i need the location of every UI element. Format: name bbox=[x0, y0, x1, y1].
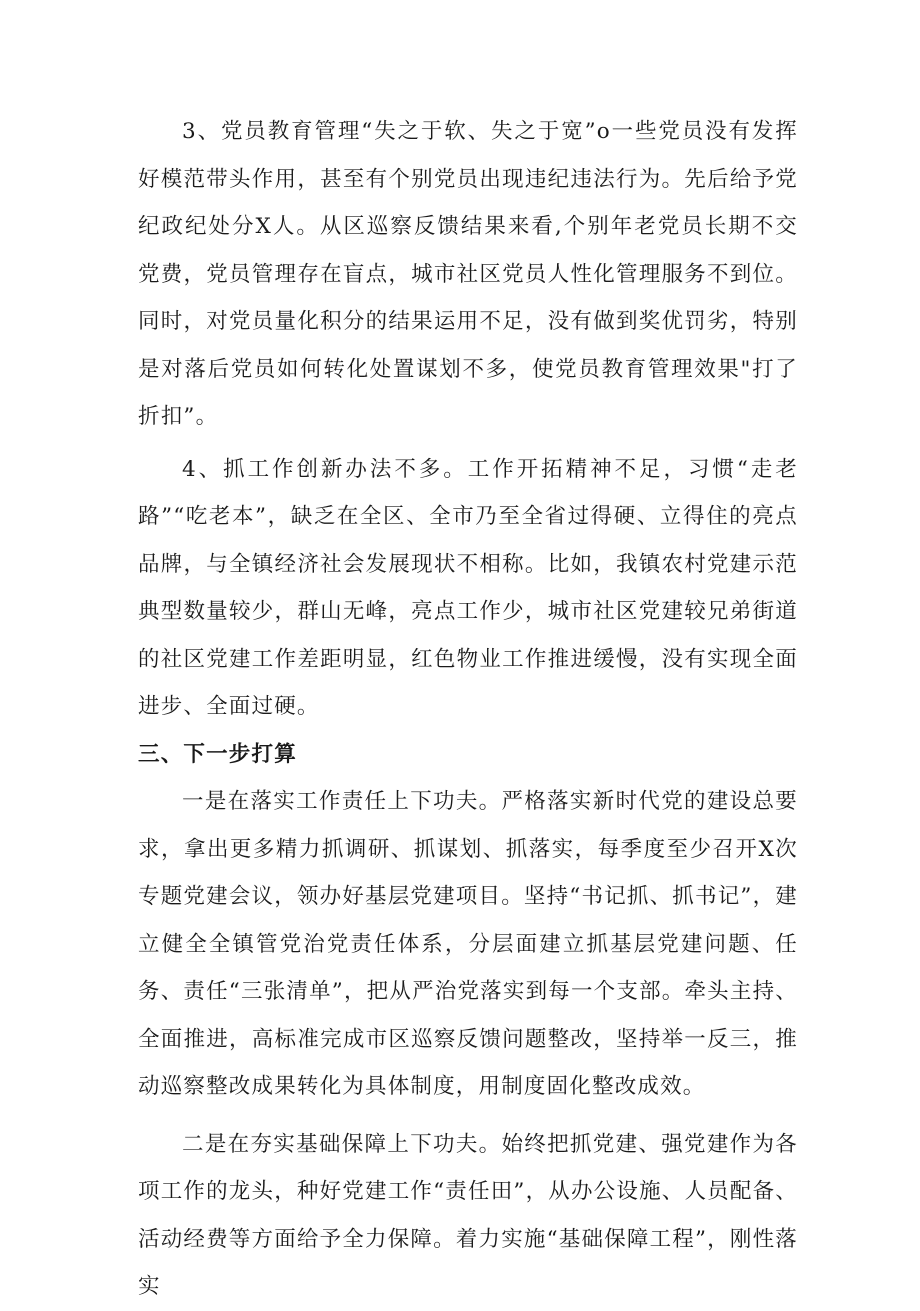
paragraph-party-member-management: 3、党员教育管理“失之于软、失之于宽”o一些党员没有发挥好模范带头作用，甚至有个别党员出现违纪违法行为。先后给予党纪政纪处分X人。从区巡察反馈结果来看,个别年老党员长期不交党费，党员管理存在盲点，城市社区党员人性化管理服务不到位。同时，对党员量化积分的结果运用不足，没有做到奖优罚劣，特别是对落后党员如何转化处置谋划不多，使党员教育管理效果"打了折扣”。 bbox=[138, 119, 798, 429]
paragraph-plan-work-responsibility: 一是在落实工作责任上下功夫。严格落实新时代党的建设总要求，拿出更多精力抓调研、抓谋划、抓落实，每季度至少召开X次专题党建会议，领办好基层党建项目。坚持“书记抓、抓书记”，建立健全全镇管党治党责任体系，分层面建立抓基层党建问题、任务、责任“三张清单”，把从严治党落实到每一个支部。牵头主持、全面推进，高标准完成市区巡察反馈问题整改，坚持举一反三，推动巡察整改成果转化为具体制度，用制度固化整改成效。 bbox=[138, 789, 798, 1099]
document-body bbox=[138, 108, 798, 1311]
section-heading-next-steps: 三、下一步打算 bbox=[138, 741, 297, 767]
paragraph-plan-basic-support: 二是在夯实基础保障上下功夫。始终把抓党建、强党建作为各项工作的龙头，种好党建工作“责任田”，从办公设施、人员配备、活动经费等方面给予全力保障。着力实施“基础保障工程”，刚性落实 bbox=[138, 1131, 798, 1299]
paragraph-work-innovation: 4、抓工作创新办法不多。工作开拓精神不足，习惯“走老路”“吃老本”，缺乏在全区、全市乃至全省过得硬、立得住的亮点品牌，与全镇经济社会发展现状不相称。比如，我镇农村党建示范典型数量较少，群山无峰，亮点工作少，城市社区党建较兄弟街道的社区党建工作差距明显，红色物业工作推进缓慢，没有实现全面进步、全面过硬。 bbox=[138, 456, 798, 719]
